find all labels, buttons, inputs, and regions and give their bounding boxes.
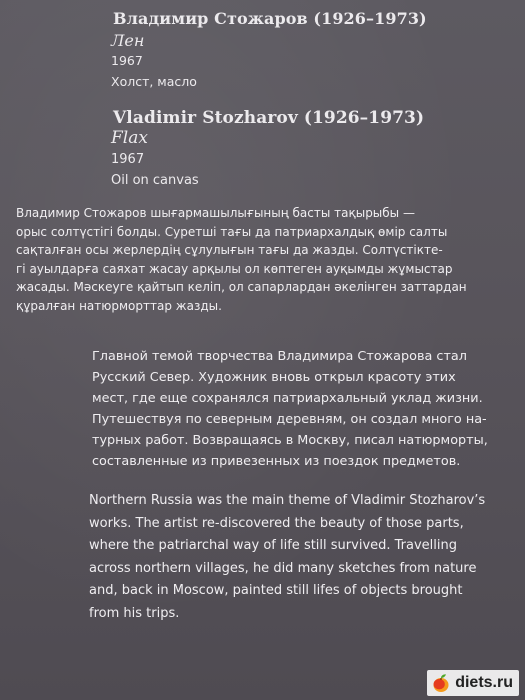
description-kazakh xyxy=(16,204,467,315)
work-title-russian: Лен xyxy=(111,31,145,50)
description-russian-line: Путешествуя по северным деревням, он создал много на- xyxy=(92,412,487,427)
description-english-line: from his trips. xyxy=(89,605,180,621)
fruit-icon xyxy=(431,673,451,693)
description-english-line: and, back in Moscow, painted still lifes of objects brought xyxy=(89,583,463,598)
description-russian-line: мест, где еще сохранялся патриархальный уклад жизни. xyxy=(92,391,483,406)
description-kazakh-line: гі ауылдарға саяхат жасау арқылы ол көптеген ауқымды жұмыстар xyxy=(16,261,453,276)
work-medium-english: Oil on canvas xyxy=(111,173,199,188)
description-kazakh-line: жасады. Мәскеуге қайтып келіп, ол сапарлардан әкелінген заттардан xyxy=(16,280,467,294)
description-russian-line: Русский Север. Художник вновь открыл красоту этих xyxy=(92,370,456,385)
artist-name-english: Vladimir Stozharov (1926–1973) xyxy=(113,108,425,128)
work-title-english: Flax xyxy=(111,128,148,148)
work-medium-russian: Холст, масло xyxy=(111,74,197,89)
site-watermark xyxy=(427,670,519,696)
description-english xyxy=(89,490,485,625)
description-russian-line: Главной темой творчества Владимира Стожарова стал xyxy=(92,349,467,364)
description-english-line: across northern villages, he did many sketches from nature xyxy=(89,560,477,576)
description-kazakh-line: сақталған осы жерлердің сұлулығын тағы да жазды. Солтүстікте- xyxy=(16,243,443,257)
description-russian-line: составленные из привезенных из поездок предметов. xyxy=(92,454,461,469)
description-kazakh-line: құралған натюрморттар жазды. xyxy=(16,298,222,313)
work-year-russian: 1967 xyxy=(111,53,143,68)
description-english-line: Northern Russia was the main theme of Vladimir Stozharov’s xyxy=(89,493,486,508)
description-kazakh-line: орыс солтүстігі болды. Суретші тағы да патриархалдық өмір салты xyxy=(16,224,448,239)
watermark-text: diets.ru xyxy=(455,674,513,691)
description-kazakh-line: Владимир Стожаров шығармашылығының басты тақырыбы — xyxy=(16,206,415,220)
description-russian xyxy=(92,346,488,472)
work-year-english: 1967 xyxy=(111,152,145,167)
description-russian-line: турных работ. Возвращаясь в Москву, писал натюрморты, xyxy=(92,433,488,448)
description-english-line: works. The artist re-discovered the beauty of those parts, xyxy=(89,515,464,531)
description-english-line: where the patriarchal way of life still survived. Travelling xyxy=(89,538,458,553)
artist-name-russian: Владимир Стожаров (1926–1973) xyxy=(113,9,427,28)
